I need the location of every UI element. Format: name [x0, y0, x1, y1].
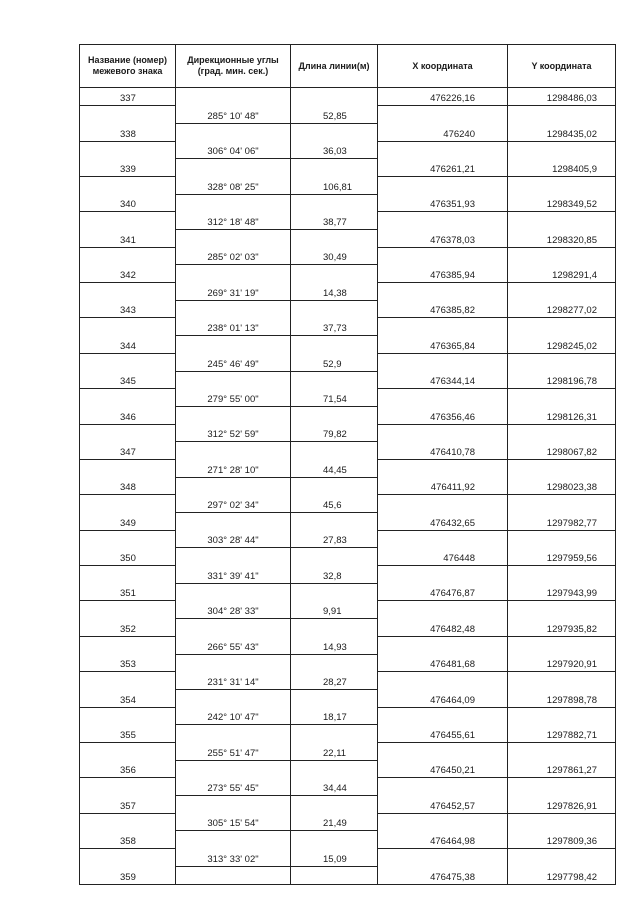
direction-angle: 305° 15' 54" — [176, 813, 291, 831]
point-name: 343 — [80, 300, 176, 318]
point-row — [80, 477, 616, 495]
segment-row — [80, 106, 616, 124]
x-coordinate: 476240 — [378, 123, 508, 141]
x-coordinate: 476448 — [378, 548, 508, 566]
empty-cell — [176, 159, 291, 177]
empty-cell — [176, 194, 291, 212]
empty-cell — [508, 813, 616, 831]
y-coordinate: 1297798,42 — [508, 866, 616, 884]
line-length: 44,45 — [291, 459, 378, 477]
empty-cell — [176, 265, 291, 283]
header-length: Длина линии(м) — [291, 45, 378, 88]
point-row — [80, 194, 616, 212]
empty-cell — [80, 389, 176, 407]
point-row — [80, 336, 616, 354]
point-name: 344 — [80, 336, 176, 354]
empty-cell — [291, 583, 378, 601]
point-row — [80, 230, 616, 248]
empty-cell — [508, 849, 616, 867]
empty-cell — [378, 247, 508, 265]
empty-cell — [80, 176, 176, 194]
segment-row — [80, 141, 616, 159]
empty-cell — [80, 141, 176, 159]
table-body — [80, 88, 616, 885]
point-name: 342 — [80, 265, 176, 283]
empty-cell — [80, 849, 176, 867]
empty-cell — [176, 406, 291, 424]
y-coordinate: 1298023,38 — [508, 477, 616, 495]
empty-cell — [378, 283, 508, 301]
empty-cell — [291, 548, 378, 566]
empty-cell — [291, 513, 378, 531]
empty-cell — [176, 866, 291, 884]
empty-cell — [80, 106, 176, 124]
empty-cell — [80, 566, 176, 584]
point-row — [80, 442, 616, 460]
point-row — [80, 866, 616, 884]
line-length: 27,83 — [291, 530, 378, 548]
empty-cell — [378, 141, 508, 159]
point-row — [80, 583, 616, 601]
line-length: 52,85 — [291, 106, 378, 124]
point-row — [80, 796, 616, 814]
empty-cell — [80, 813, 176, 831]
direction-angle: 242° 10' 47" — [176, 707, 291, 725]
segment-row — [80, 459, 616, 477]
empty-cell — [378, 459, 508, 477]
empty-cell — [80, 707, 176, 725]
empty-cell — [508, 141, 616, 159]
point-name: 347 — [80, 442, 176, 460]
empty-cell — [508, 106, 616, 124]
empty-cell — [378, 672, 508, 690]
line-length: 36,03 — [291, 141, 378, 159]
empty-cell — [378, 849, 508, 867]
y-coordinate: 1297959,56 — [508, 548, 616, 566]
x-coordinate: 476378,03 — [378, 230, 508, 248]
empty-cell — [378, 424, 508, 442]
empty-cell — [176, 300, 291, 318]
empty-cell — [291, 336, 378, 354]
empty-cell — [291, 796, 378, 814]
empty-cell — [291, 406, 378, 424]
segment-row — [80, 353, 616, 371]
x-coordinate: 476455,61 — [378, 725, 508, 743]
y-coordinate: 1297898,78 — [508, 689, 616, 707]
point-name: 352 — [80, 619, 176, 637]
empty-cell — [378, 566, 508, 584]
x-coordinate: 476482,48 — [378, 619, 508, 637]
y-coordinate: 1298277,02 — [508, 300, 616, 318]
x-coordinate: 476481,68 — [378, 654, 508, 672]
y-coordinate: 1298349,52 — [508, 194, 616, 212]
empty-cell — [291, 265, 378, 283]
segment-row — [80, 318, 616, 336]
empty-cell — [176, 689, 291, 707]
point-name: 346 — [80, 406, 176, 424]
empty-cell — [80, 742, 176, 760]
empty-cell — [291, 725, 378, 743]
empty-cell — [176, 725, 291, 743]
point-row — [80, 548, 616, 566]
empty-cell — [508, 459, 616, 477]
empty-cell — [80, 459, 176, 477]
empty-cell — [291, 230, 378, 248]
y-coordinate: 1298245,02 — [508, 336, 616, 354]
empty-cell — [176, 230, 291, 248]
empty-cell — [508, 353, 616, 371]
line-length: 15,09 — [291, 849, 378, 867]
empty-cell — [378, 601, 508, 619]
line-length: 30,49 — [291, 247, 378, 265]
direction-angle: 297° 02' 34" — [176, 495, 291, 513]
direction-angle: 304° 28' 33" — [176, 601, 291, 619]
empty-cell — [508, 389, 616, 407]
line-length: 22,11 — [291, 742, 378, 760]
point-name: 354 — [80, 689, 176, 707]
empty-cell — [378, 813, 508, 831]
point-row — [80, 760, 616, 778]
empty-cell — [176, 654, 291, 672]
empty-cell — [291, 866, 378, 884]
point-row — [80, 88, 616, 106]
line-length: 45,6 — [291, 495, 378, 513]
direction-angle: 269° 31' 19" — [176, 283, 291, 301]
segment-row — [80, 672, 616, 690]
point-name: 341 — [80, 230, 176, 248]
point-name: 350 — [80, 548, 176, 566]
empty-cell — [378, 176, 508, 194]
empty-cell — [378, 389, 508, 407]
y-coordinate: 1297935,82 — [508, 619, 616, 637]
header-y: Y координата — [508, 45, 616, 88]
direction-angle: 331° 39' 41" — [176, 566, 291, 584]
line-length: 14,93 — [291, 636, 378, 654]
empty-cell — [176, 371, 291, 389]
line-length: 37,73 — [291, 318, 378, 336]
empty-cell — [378, 318, 508, 336]
y-coordinate: 1297982,77 — [508, 513, 616, 531]
empty-cell — [378, 530, 508, 548]
direction-angle: 273° 55' 45" — [176, 778, 291, 796]
point-name: 353 — [80, 654, 176, 672]
empty-cell — [291, 442, 378, 460]
point-name: 340 — [80, 194, 176, 212]
y-coordinate: 1298320,85 — [508, 230, 616, 248]
empty-cell — [176, 477, 291, 495]
x-coordinate: 476464,09 — [378, 689, 508, 707]
empty-cell — [378, 212, 508, 230]
direction-angle: 313° 33' 02" — [176, 849, 291, 867]
x-coordinate: 476411,92 — [378, 477, 508, 495]
empty-cell — [378, 636, 508, 654]
point-name: 357 — [80, 796, 176, 814]
x-coordinate: 476261,21 — [378, 159, 508, 177]
line-length: 18,17 — [291, 707, 378, 725]
direction-angle: 285° 10' 48" — [176, 106, 291, 124]
empty-cell — [80, 424, 176, 442]
empty-cell — [378, 106, 508, 124]
empty-cell — [291, 619, 378, 637]
line-length: 9,91 — [291, 601, 378, 619]
point-row — [80, 265, 616, 283]
point-name: 349 — [80, 513, 176, 531]
y-coordinate: 1297920,91 — [508, 654, 616, 672]
empty-cell — [80, 778, 176, 796]
segment-row — [80, 813, 616, 831]
empty-cell — [291, 123, 378, 141]
y-coordinate: 1297809,36 — [508, 831, 616, 849]
x-coordinate: 476226,16 — [378, 88, 508, 106]
line-length: 79,82 — [291, 424, 378, 442]
empty-cell — [508, 672, 616, 690]
empty-cell — [176, 548, 291, 566]
segment-row — [80, 849, 616, 867]
segment-row — [80, 176, 616, 194]
x-coordinate: 476385,94 — [378, 265, 508, 283]
empty-cell — [508, 176, 616, 194]
point-row — [80, 619, 616, 637]
empty-cell — [508, 424, 616, 442]
segment-row — [80, 742, 616, 760]
point-row — [80, 406, 616, 424]
empty-cell — [291, 300, 378, 318]
x-coordinate: 476344,14 — [378, 371, 508, 389]
empty-cell — [176, 760, 291, 778]
empty-cell — [508, 212, 616, 230]
point-name: 348 — [80, 477, 176, 495]
line-length: 38,77 — [291, 212, 378, 230]
empty-cell — [176, 88, 291, 106]
empty-cell — [378, 707, 508, 725]
empty-cell — [176, 583, 291, 601]
x-coordinate: 476365,84 — [378, 336, 508, 354]
segment-row — [80, 566, 616, 584]
empty-cell — [176, 336, 291, 354]
header-row — [80, 45, 616, 88]
empty-cell — [176, 831, 291, 849]
line-length: 28,27 — [291, 672, 378, 690]
empty-cell — [80, 636, 176, 654]
x-coordinate: 476351,93 — [378, 194, 508, 212]
x-coordinate: 476450,21 — [378, 760, 508, 778]
empty-cell — [508, 283, 616, 301]
segment-row — [80, 636, 616, 654]
line-length: 106,81 — [291, 176, 378, 194]
coordinates-table — [79, 44, 616, 885]
empty-cell — [508, 636, 616, 654]
empty-cell — [378, 495, 508, 513]
empty-cell — [291, 477, 378, 495]
point-name: 351 — [80, 583, 176, 601]
x-coordinate: 476385,82 — [378, 300, 508, 318]
y-coordinate: 1297943,99 — [508, 583, 616, 601]
x-coordinate: 476432,65 — [378, 513, 508, 531]
line-length: 34,44 — [291, 778, 378, 796]
empty-cell — [176, 442, 291, 460]
empty-cell — [291, 654, 378, 672]
empty-cell — [291, 88, 378, 106]
empty-cell — [80, 495, 176, 513]
empty-cell — [508, 707, 616, 725]
y-coordinate: 1298435,02 — [508, 123, 616, 141]
point-name: 356 — [80, 760, 176, 778]
point-row — [80, 513, 616, 531]
direction-angle: 312° 52' 59" — [176, 424, 291, 442]
header-angle: Дирекционные углы (град. мин. сек.) — [176, 45, 291, 88]
point-name: 359 — [80, 866, 176, 884]
direction-angle: 266° 55' 43" — [176, 636, 291, 654]
empty-cell — [508, 742, 616, 760]
empty-cell — [291, 371, 378, 389]
segment-row — [80, 778, 616, 796]
y-coordinate: 1298196,78 — [508, 371, 616, 389]
empty-cell — [80, 601, 176, 619]
empty-cell — [176, 796, 291, 814]
empty-cell — [80, 283, 176, 301]
line-length: 21,49 — [291, 813, 378, 831]
empty-cell — [291, 194, 378, 212]
empty-cell — [378, 778, 508, 796]
y-coordinate: 1298291,4 — [508, 265, 616, 283]
line-length: 32,8 — [291, 566, 378, 584]
direction-angle: 255° 51' 47" — [176, 742, 291, 760]
segment-row — [80, 601, 616, 619]
y-coordinate: 1298126,31 — [508, 406, 616, 424]
empty-cell — [291, 159, 378, 177]
empty-cell — [378, 742, 508, 760]
point-row — [80, 300, 616, 318]
segment-row — [80, 283, 616, 301]
empty-cell — [80, 530, 176, 548]
point-row — [80, 831, 616, 849]
empty-cell — [291, 689, 378, 707]
line-length: 52,9 — [291, 353, 378, 371]
point-name: 337 — [80, 88, 176, 106]
y-coordinate: 1298486,03 — [508, 88, 616, 106]
empty-cell — [508, 566, 616, 584]
point-name: 338 — [80, 123, 176, 141]
empty-cell — [508, 495, 616, 513]
line-length: 71,54 — [291, 389, 378, 407]
y-coordinate: 1298405,9 — [508, 159, 616, 177]
direction-angle: 245° 46' 49" — [176, 353, 291, 371]
point-name: 345 — [80, 371, 176, 389]
point-row — [80, 371, 616, 389]
x-coordinate: 476475,38 — [378, 866, 508, 884]
empty-cell — [508, 778, 616, 796]
empty-cell — [508, 601, 616, 619]
empty-cell — [80, 672, 176, 690]
direction-angle: 303° 28' 44" — [176, 530, 291, 548]
y-coordinate: 1297826,91 — [508, 796, 616, 814]
direction-angle: 279° 55' 00" — [176, 389, 291, 407]
segment-row — [80, 707, 616, 725]
point-row — [80, 159, 616, 177]
y-coordinate: 1298067,82 — [508, 442, 616, 460]
empty-cell — [80, 247, 176, 265]
point-row — [80, 725, 616, 743]
empty-cell — [80, 212, 176, 230]
empty-cell — [508, 318, 616, 336]
point-row — [80, 123, 616, 141]
point-row — [80, 654, 616, 672]
empty-cell — [291, 831, 378, 849]
empty-cell — [378, 353, 508, 371]
point-name: 355 — [80, 725, 176, 743]
direction-angle: 271° 28' 10" — [176, 459, 291, 477]
boundary-coordinates-document — [79, 44, 616, 885]
y-coordinate: 1297861,27 — [508, 760, 616, 778]
segment-row — [80, 495, 616, 513]
segment-row — [80, 424, 616, 442]
segment-row — [80, 530, 616, 548]
empty-cell — [80, 318, 176, 336]
direction-angle: 312° 18' 48" — [176, 212, 291, 230]
empty-cell — [80, 353, 176, 371]
x-coordinate: 476476,87 — [378, 583, 508, 601]
segment-row — [80, 389, 616, 407]
empty-cell — [291, 760, 378, 778]
segment-row — [80, 212, 616, 230]
direction-angle: 238° 01' 13" — [176, 318, 291, 336]
empty-cell — [176, 513, 291, 531]
x-coordinate: 476410,78 — [378, 442, 508, 460]
empty-cell — [176, 123, 291, 141]
empty-cell — [176, 619, 291, 637]
empty-cell — [508, 247, 616, 265]
point-name: 358 — [80, 831, 176, 849]
point-row — [80, 689, 616, 707]
direction-angle: 306° 04' 06" — [176, 141, 291, 159]
segment-row — [80, 247, 616, 265]
direction-angle: 231° 31' 14" — [176, 672, 291, 690]
line-length: 14,38 — [291, 283, 378, 301]
x-coordinate: 476356,46 — [378, 406, 508, 424]
direction-angle: 328° 08' 25" — [176, 176, 291, 194]
header-x: X координата — [378, 45, 508, 88]
y-coordinate: 1297882,71 — [508, 725, 616, 743]
direction-angle: 285° 02' 03" — [176, 247, 291, 265]
x-coordinate: 476452,57 — [378, 796, 508, 814]
header-name: Название (номер) межевого знака — [80, 45, 176, 88]
empty-cell — [508, 530, 616, 548]
x-coordinate: 476464,98 — [378, 831, 508, 849]
point-name: 339 — [80, 159, 176, 177]
